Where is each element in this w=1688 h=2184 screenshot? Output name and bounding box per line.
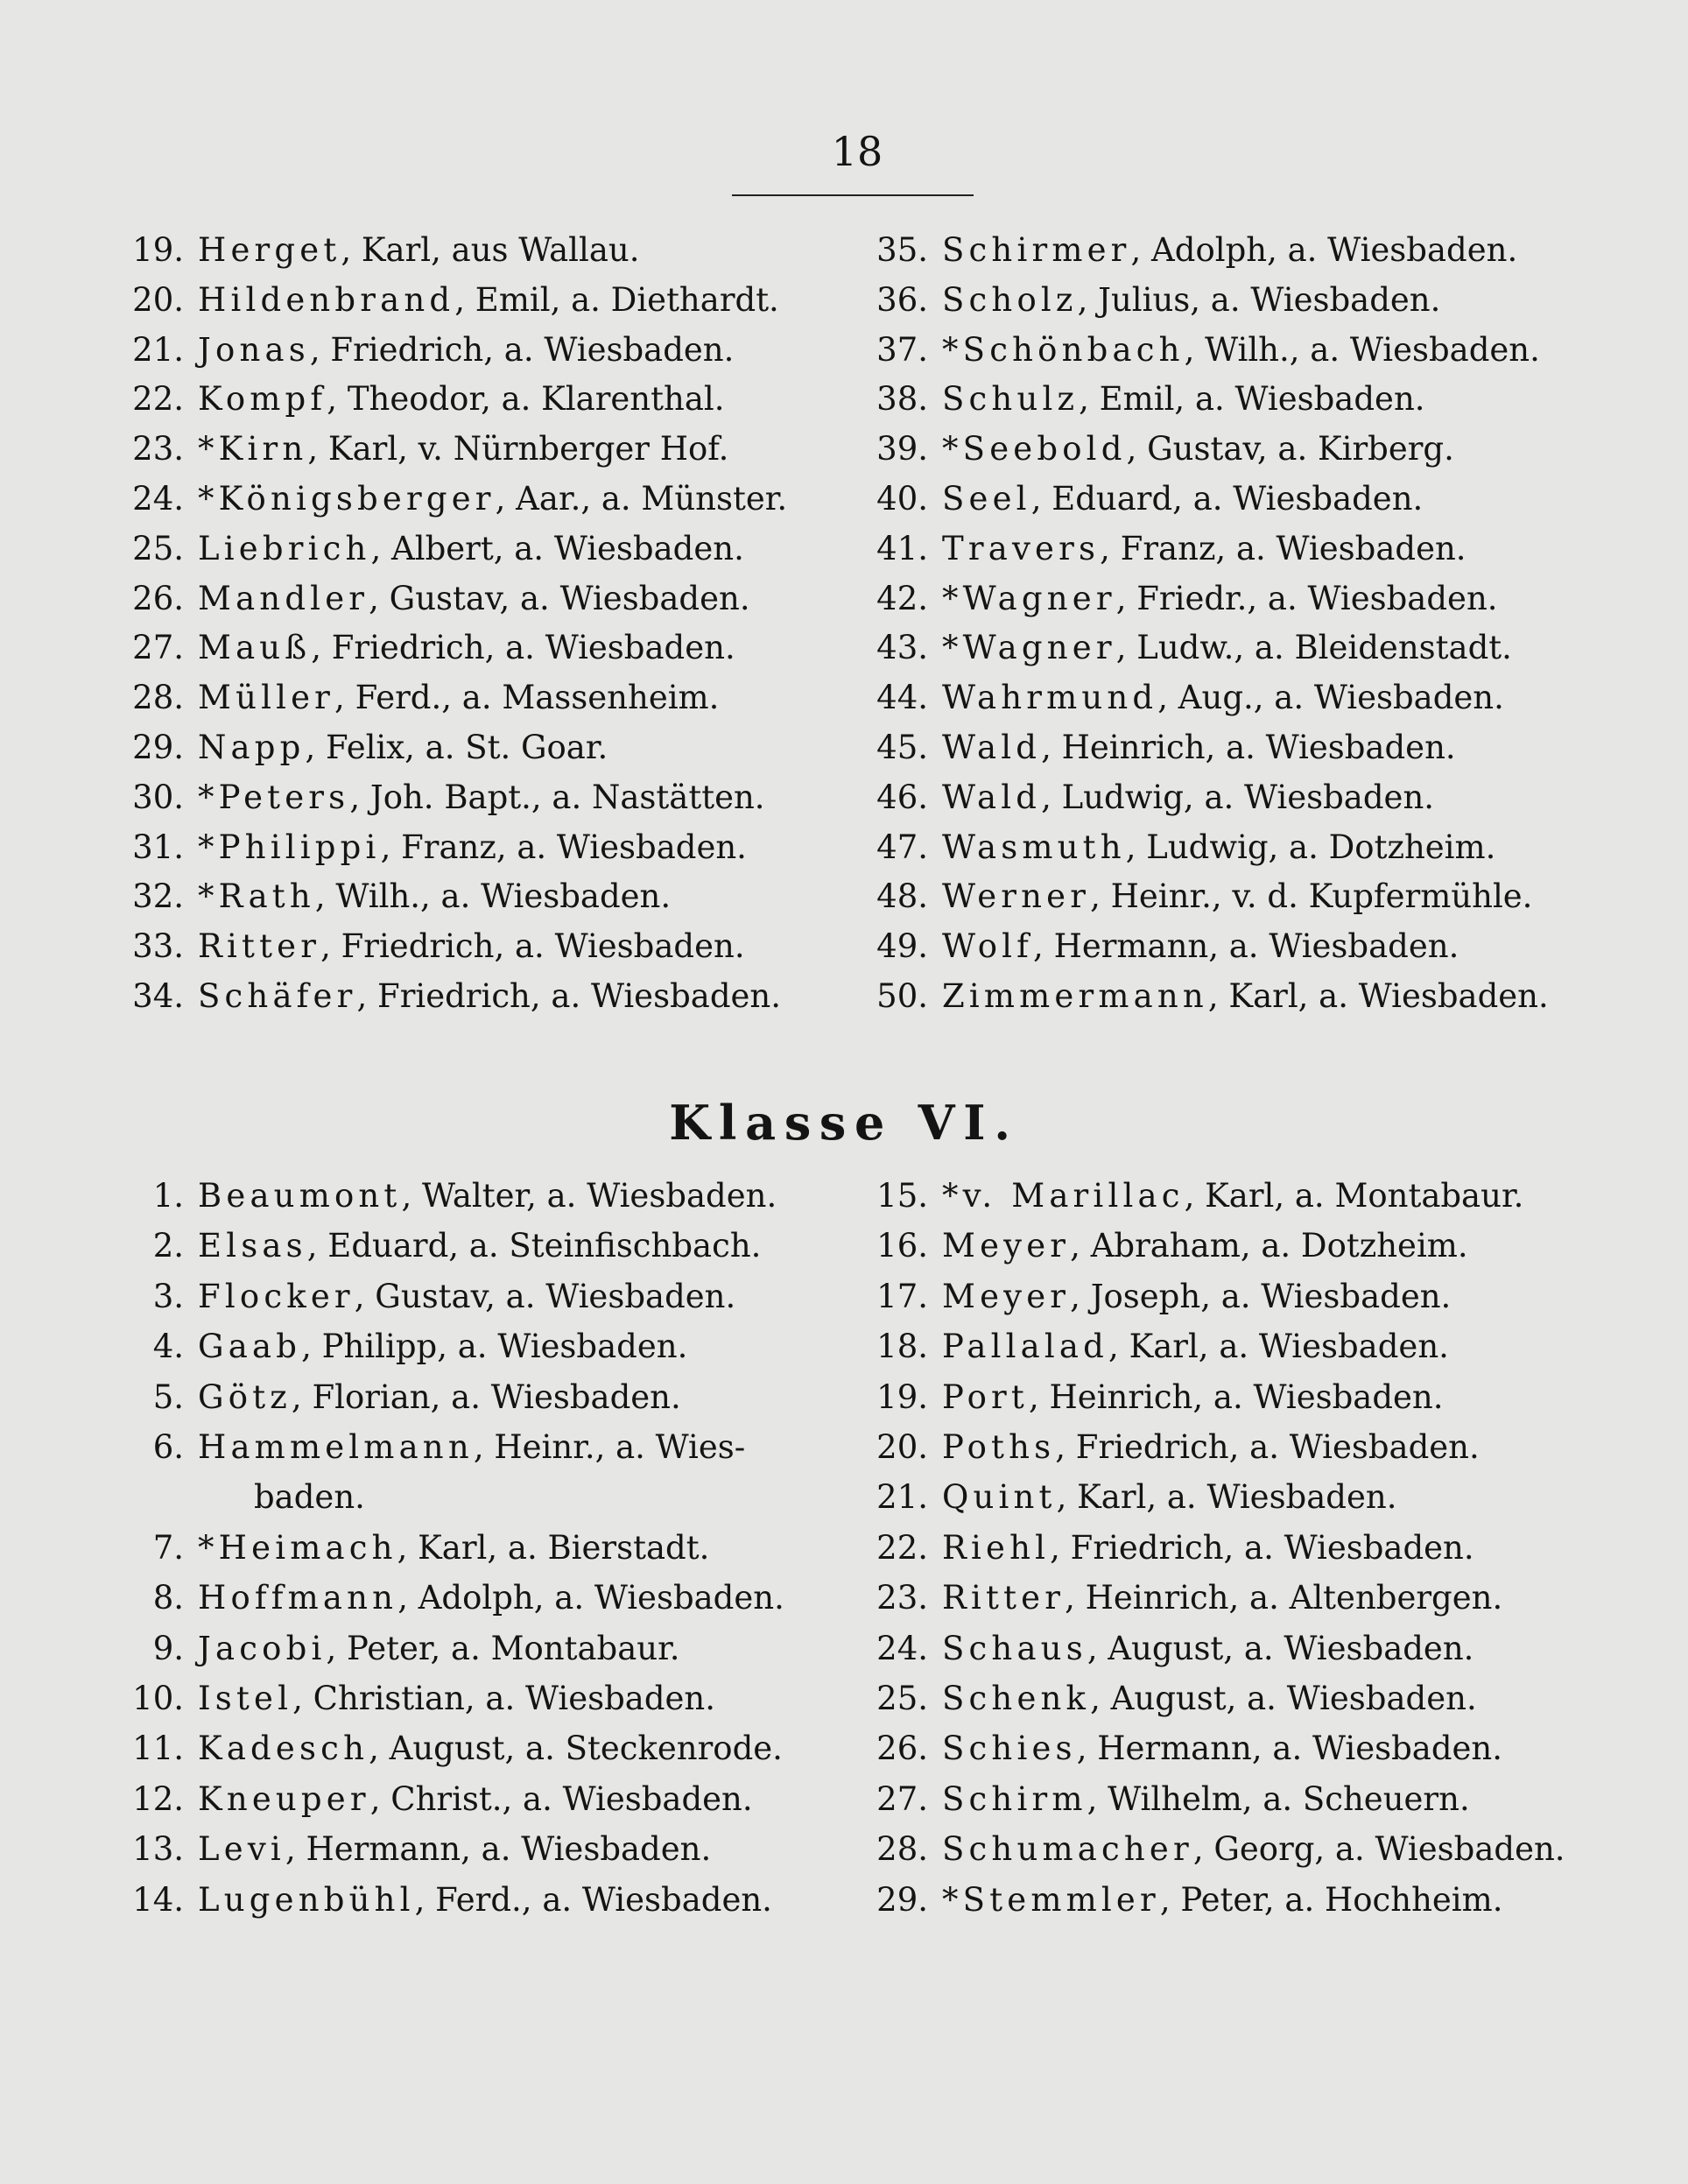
- entry-details: , Joseph, a. Wiesbaden.: [1070, 1277, 1452, 1315]
- entry-text: [942, 425, 1454, 474]
- entry-text: [942, 1876, 1502, 1925]
- entry-number: 24.: [132, 480, 184, 518]
- entry-surname: Jacobi: [198, 1629, 327, 1667]
- entry-surname: *Kirn: [198, 430, 308, 469]
- entry-text: [942, 1624, 1473, 1673]
- entry-number: 22.: [132, 380, 184, 419]
- entry-text: [198, 1524, 709, 1573]
- entry-details: , Philipp, a. Wiesbaden.: [301, 1328, 688, 1366]
- entry-surname: Wald: [942, 778, 1042, 816]
- entry-number: 31.: [132, 828, 184, 866]
- entry-number: 38.: [876, 380, 928, 419]
- entry-number: 8.: [152, 1579, 184, 1617]
- entry-text: [942, 723, 1456, 772]
- entry-number: 33.: [132, 927, 184, 966]
- entry-text: [942, 525, 1466, 574]
- entry-surname: Herget: [198, 231, 341, 269]
- entry-details: , Ferd., a. Wiesbaden.: [414, 1880, 772, 1919]
- entry-surname: Scholz: [942, 280, 1078, 319]
- entry-surname: Schirmer: [942, 231, 1131, 269]
- entry-details: , Friedrich, a. Wiesbaden.: [309, 330, 735, 369]
- entry-text: [198, 972, 781, 1021]
- entry-surname: Schies: [942, 1730, 1077, 1768]
- entry-text: [198, 1172, 777, 1221]
- entry-details: , Georg, a. Wiesbaden.: [1192, 1830, 1565, 1869]
- entry-surname: Port: [942, 1377, 1029, 1416]
- entry-number: 21.: [132, 330, 184, 369]
- entry-surname: Zimmermann: [942, 977, 1208, 1015]
- entry-text: [198, 1825, 711, 1874]
- entry-surname: Götz: [198, 1377, 292, 1416]
- entry-details: , Felix, a. St. Goar.: [305, 729, 608, 766]
- entry-number: 29.: [132, 729, 184, 766]
- entry-details: , Karl, a. Wiesbaden.: [1108, 1328, 1449, 1366]
- entry-surname: Flocker: [198, 1277, 355, 1315]
- entry-details: , Karl, a. Wiesbaden.: [1207, 977, 1549, 1015]
- entry-details: , Heinr., a. Wies-: [473, 1428, 746, 1466]
- entry-details: , Eduard, a. Wiesbaden.: [1030, 480, 1424, 518]
- entry-number: 18.: [876, 1328, 928, 1366]
- entry-text: [942, 226, 1517, 275]
- entry-details: , Franz, a. Wiesbaden.: [380, 828, 747, 866]
- entry-surname: Seel: [942, 480, 1031, 518]
- entry-text: [198, 1423, 745, 1472]
- entry-number: 48.: [876, 877, 928, 916]
- entry-details: , Heinrich, a. Altenbergen.: [1065, 1579, 1503, 1617]
- entry-number: 17.: [876, 1277, 928, 1315]
- section-heading: Klasse VI.: [669, 1095, 1019, 1151]
- entry-details: , Karl, a. Wiesbaden.: [1056, 1478, 1397, 1517]
- entry-text: [198, 1322, 687, 1371]
- entry-surname: Meyer: [942, 1277, 1071, 1315]
- entry-number: 13.: [132, 1830, 184, 1869]
- entry-text: [198, 723, 608, 772]
- entry-text: [198, 326, 734, 375]
- entry-details: , Friedrich, a. Wiesbaden.: [356, 977, 781, 1015]
- entry-surname: Quint: [942, 1478, 1057, 1517]
- entry-number: 49.: [876, 927, 928, 966]
- entry-text: [198, 425, 728, 474]
- entry-surname: Istel: [198, 1680, 293, 1717]
- entry-text: [942, 574, 1498, 623]
- entry-number: 44.: [876, 679, 928, 717]
- entry-number: 15.: [876, 1177, 928, 1215]
- entry-text: [942, 1724, 1502, 1773]
- entry-number: 46.: [876, 778, 928, 816]
- entry-text: [198, 872, 671, 921]
- entry-surname: Kneuper: [198, 1779, 370, 1818]
- entry-details: , Friedrich, a. Wiesbaden.: [311, 629, 735, 667]
- entry-surname: Werner: [942, 877, 1091, 916]
- entry-number: 34.: [132, 977, 184, 1015]
- entry-number: 37.: [876, 330, 928, 369]
- entry-number: 19.: [876, 1377, 928, 1416]
- entry-number: 24.: [876, 1629, 928, 1667]
- entry-details: , Wilh., a. Wiesbaden.: [314, 877, 672, 916]
- entry-details: , Friedr., a. Wiesbaden.: [1115, 579, 1498, 617]
- entry-surname: Travers: [942, 529, 1101, 567]
- entry-text: [942, 823, 1495, 872]
- entry-surname: *Heimach: [198, 1528, 397, 1567]
- entry-surname: *Königsberger: [198, 480, 496, 518]
- entry-number: 14.: [132, 1880, 184, 1919]
- entry-details: , Heinr., v. d. Kupfermühle.: [1090, 877, 1533, 916]
- entry-surname: *Wagner: [942, 579, 1116, 617]
- entry-details: , Christ., a. Wiesbaden.: [369, 1779, 753, 1818]
- entry-text: [942, 1423, 1480, 1472]
- entry-number: 7.: [152, 1528, 184, 1567]
- entry-surname: *Rath: [198, 877, 315, 916]
- entry-text: [942, 1473, 1396, 1522]
- entry-surname: Pallalad: [942, 1328, 1109, 1366]
- entry-details: , Peter, a. Hochheim.: [1159, 1880, 1503, 1919]
- entry-text: [198, 922, 745, 971]
- entry-surname: Meyer: [942, 1227, 1071, 1265]
- entry-text: [942, 1825, 1565, 1874]
- entry-number: 21.: [876, 1478, 928, 1517]
- entry-number: 27.: [876, 1779, 928, 1818]
- entry-surname: Gaab: [198, 1328, 302, 1366]
- entry-details: , Friedrich, a. Wiesbaden.: [1050, 1528, 1474, 1567]
- entry-number: 20.: [876, 1428, 928, 1466]
- entry-surname: Levi: [198, 1830, 285, 1869]
- page-number-rule: [732, 194, 974, 196]
- entry-details: , Abraham, a. Dotzheim.: [1070, 1227, 1468, 1265]
- entry-details: , Gustav, a. Wiesbaden.: [369, 579, 750, 617]
- entry-surname: Poths: [942, 1428, 1056, 1466]
- entry-details: , Peter, a. Montabaur.: [326, 1629, 680, 1667]
- entry-number: 29.: [876, 1880, 928, 1919]
- entry-text: [942, 673, 1504, 722]
- entry-details: , August, a. Wiesbaden.: [1090, 1680, 1477, 1717]
- entry-number: 23.: [132, 430, 184, 469]
- entry-text: [198, 226, 639, 275]
- entry-number: 20.: [132, 280, 184, 319]
- entry-details: , Gustav, a. Kirberg.: [1126, 430, 1454, 469]
- entry-number: 1.: [152, 1177, 184, 1215]
- entry-details: , Karl, aus Wallau.: [341, 231, 640, 269]
- entry-surname: *Peters: [198, 778, 350, 816]
- entry-details: , Wilhelm, a. Scheuern.: [1087, 1779, 1470, 1818]
- entry-number: 23.: [876, 1579, 928, 1617]
- entry-surname: Elsas: [198, 1227, 307, 1265]
- entry-text: [198, 1272, 735, 1321]
- entry-text: [942, 276, 1440, 325]
- entry-details: , Friedrich, a. Wiesbaden.: [1055, 1428, 1480, 1466]
- entry-text: [198, 276, 779, 325]
- entry-continuation: baden.: [254, 1478, 365, 1517]
- entry-text: [198, 1624, 680, 1673]
- entry-text: [198, 623, 735, 673]
- entry-surname: Müller: [198, 679, 335, 717]
- entry-number: 45.: [876, 729, 928, 766]
- entry-details: , Florian, a. Wiesbaden.: [291, 1377, 681, 1416]
- entry-text: [942, 1524, 1474, 1573]
- entry-text: [942, 972, 1549, 1021]
- entry-number: 36.: [876, 280, 928, 319]
- entry-text: [942, 326, 1540, 375]
- entry-text: [942, 375, 1425, 424]
- entry-surname: Riehl: [942, 1528, 1051, 1567]
- entry-number: 39.: [876, 430, 928, 469]
- entry-details: , Adolph, a. Wiesbaden.: [397, 1579, 784, 1617]
- entry-details: , Eduard, a. Steinfischbach.: [306, 1227, 762, 1265]
- entry-details: , Ludwig, a. Wiesbaden.: [1041, 778, 1435, 816]
- entry-number: 26.: [132, 579, 184, 617]
- entry-number: 12.: [132, 1779, 184, 1818]
- entry-text: [942, 1172, 1523, 1221]
- entry-surname: Hildenbrand: [198, 280, 455, 319]
- entry-number: 5.: [152, 1377, 184, 1416]
- entry-surname: Hammelmann: [198, 1428, 474, 1466]
- entry-surname: Mandler: [198, 579, 369, 617]
- entry-number: 4.: [152, 1328, 184, 1366]
- entry-details: , Julius, a. Wiesbaden.: [1077, 280, 1441, 319]
- entry-surname: *v. Marillac: [942, 1177, 1185, 1215]
- entry-text: [198, 375, 725, 424]
- entry-surname: Kompf: [198, 380, 327, 419]
- entry-number: 16.: [876, 1227, 928, 1265]
- entry-details: , Adolph, a. Wiesbaden.: [1130, 231, 1518, 269]
- entry-number: 47.: [876, 828, 928, 866]
- entry-number: 27.: [132, 629, 184, 667]
- entry-details: , Heinrich, a. Wiesbaden.: [1041, 729, 1456, 766]
- entry-text: [198, 1775, 753, 1824]
- entry-details: , Hermann, a. Wiesbaden.: [285, 1830, 712, 1869]
- entry-text: [942, 1674, 1477, 1723]
- entry-number: 25.: [876, 1680, 928, 1717]
- entry-details: , Karl, v. Nürnberger Hof.: [307, 430, 729, 469]
- entry-details: , Karl, a. Montabaur.: [1184, 1177, 1524, 1215]
- entry-surname: Schirm: [942, 1779, 1087, 1818]
- entry-text: [942, 475, 1423, 524]
- entry-surname: *Philippi: [198, 828, 381, 866]
- entry-details: , Gustav, a. Wiesbaden.: [354, 1277, 736, 1315]
- entry-text: [942, 773, 1434, 822]
- entry-number: 32.: [132, 877, 184, 916]
- entry-details: , Emil, a. Wiesbaden.: [1079, 380, 1425, 419]
- entry-number: 3.: [152, 1277, 184, 1315]
- entry-text: [198, 1373, 681, 1422]
- entry-text: [198, 1674, 715, 1723]
- entry-surname: Schulz: [942, 380, 1080, 419]
- entry-details: , Aug., a. Wiesbaden.: [1157, 679, 1504, 717]
- entry-details: , Joh. Bapt., a. Nastätten.: [349, 778, 765, 816]
- entry-details: , Karl, a. Bierstadt.: [397, 1528, 710, 1567]
- entry-surname: *Schönbach: [942, 330, 1185, 369]
- entry-number: 40.: [876, 480, 928, 518]
- entry-surname: Ritter: [942, 1579, 1066, 1617]
- entry-text: [942, 922, 1459, 971]
- page-number: 18: [831, 128, 883, 175]
- entry-details: , Aar., a. Münster.: [495, 480, 788, 518]
- entry-number: 28.: [876, 1830, 928, 1869]
- entry-surname: *Stemmler: [942, 1880, 1160, 1919]
- entry-text: [198, 1876, 772, 1925]
- entry-details: , Emil, a. Diethardt.: [454, 280, 779, 319]
- entry-text: [198, 574, 750, 623]
- entry-surname: Jonas: [198, 330, 310, 369]
- entry-number: 22.: [876, 1528, 928, 1567]
- entry-number: 25.: [132, 529, 184, 567]
- entry-surname: Kadesch: [198, 1730, 369, 1768]
- entry-number: 42.: [876, 579, 928, 617]
- entry-surname: Wahrmund: [942, 679, 1158, 717]
- entry-number: 6.: [152, 1428, 184, 1466]
- entry-surname: Schumacher: [942, 1830, 1193, 1869]
- entry-number: 30.: [132, 778, 184, 816]
- entry-number: 11.: [132, 1730, 184, 1768]
- entry-details: , Hermann, a. Wiesbaden.: [1076, 1730, 1502, 1768]
- entry-text: [198, 525, 744, 574]
- entry-surname: Beaumont: [198, 1177, 402, 1215]
- entry-surname: Napp: [198, 729, 306, 766]
- entry-surname: Ritter: [198, 927, 321, 966]
- entry-surname: Lugenbühl: [198, 1880, 415, 1919]
- entry-surname: *Wagner: [942, 629, 1116, 667]
- entry-details: , Heinrich, a. Wiesbaden.: [1028, 1377, 1444, 1416]
- entry-number: 26.: [876, 1730, 928, 1768]
- entry-text: [942, 1322, 1449, 1371]
- entry-text: [198, 823, 747, 872]
- entry-details: , Theodor, a. Klarenthal.: [327, 380, 725, 419]
- entry-text: [942, 1574, 1502, 1623]
- entry-number: 19.: [132, 231, 184, 269]
- entry-text: [942, 1272, 1451, 1321]
- entry-number: 43.: [876, 629, 928, 667]
- entry-surname: Mauß: [198, 629, 312, 667]
- entry-surname: Wasmuth: [942, 828, 1126, 866]
- entry-details: , Hermann, a. Wiesbaden.: [1033, 927, 1459, 966]
- entry-text: [198, 1222, 761, 1271]
- entry-text: [198, 773, 765, 822]
- entry-details: , Friedrich, a. Wiesbaden.: [320, 927, 745, 966]
- entry-details: , Ludwig, a. Dotzheim.: [1125, 828, 1496, 866]
- entry-number: 50.: [876, 977, 928, 1015]
- entry-surname: Wald: [942, 729, 1042, 766]
- entry-number: 10.: [132, 1680, 184, 1717]
- entry-details: , Ferd., a. Massenheim.: [334, 679, 720, 717]
- entry-text: [198, 1574, 784, 1623]
- entry-surname: Schenk: [942, 1680, 1091, 1717]
- entry-text: [942, 1775, 1470, 1824]
- entry-details: , Walter, a. Wiesbaden.: [401, 1177, 777, 1215]
- entry-text: [942, 1222, 1468, 1271]
- entry-text: [942, 623, 1512, 673]
- entry-surname: Liebrich: [198, 529, 371, 567]
- entry-surname: *Seebold: [942, 430, 1127, 469]
- entry-details: , Ludw., a. Bleidenstadt.: [1115, 629, 1512, 667]
- entry-details: , Albert, a. Wiesbaden.: [370, 529, 744, 567]
- entry-text: [198, 673, 719, 722]
- entry-details: , Christian, a. Wiesbaden.: [292, 1680, 715, 1717]
- entry-surname: Wolf: [942, 927, 1034, 966]
- entry-surname: Schaus: [942, 1629, 1087, 1667]
- entry-details: , August, a. Wiesbaden.: [1087, 1629, 1474, 1667]
- entry-details: , Franz, a. Wiesbaden.: [1100, 529, 1466, 567]
- entry-text: [942, 872, 1532, 921]
- entry-surname: Hoffmann: [198, 1579, 398, 1617]
- entry-text: [942, 1373, 1444, 1422]
- entry-details: , August, a. Steckenrode.: [369, 1730, 783, 1768]
- entry-text: [198, 475, 787, 524]
- entry-text: [198, 1724, 783, 1773]
- entry-surname: Schäfer: [198, 977, 357, 1015]
- entry-number: 2.: [152, 1227, 184, 1265]
- entry-details: , Wilh., a. Wiesbaden.: [1184, 330, 1540, 369]
- entry-number: 9.: [152, 1629, 184, 1667]
- entry-number: 41.: [876, 529, 928, 567]
- entry-number: 28.: [132, 679, 184, 717]
- entry-number: 35.: [876, 231, 928, 269]
